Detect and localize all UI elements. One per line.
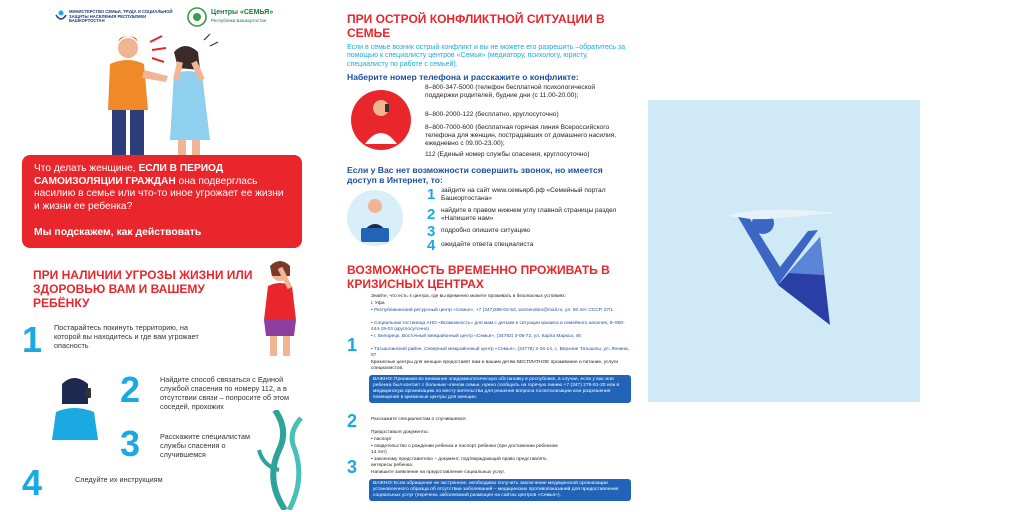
doc-1: • паспорт xyxy=(371,437,392,442)
internet-step-3-number: 3 xyxy=(427,223,436,240)
family-logo-title: Центры «СЕМЬЯ» xyxy=(211,9,274,16)
step-3-number: 3 xyxy=(120,423,141,464)
crisis-step-2-number: 2 xyxy=(347,411,358,431)
ministry-logo-text: МИНИСТЕРСТВО СЕМЬИ, ТРУДА И СОЦИАЛЬНОЙ ЗАЩИТЫ НАСЕЛЕНИЯ РЕСПУБЛИКИ БАШКОРТОСТАН xyxy=(69,9,173,24)
phone-3: 8–800-7000-600 (бесплатная горячая линия Всероссийского телефона для женщин, пострадавших от домашнего насилия, ежедневно с 09.00-23.00); xyxy=(425,124,617,147)
center-3: • г. Белорецк, Восточный межрайонный центр «Семья», (34792) 3-08-72, ул. Карла Маркса, 46 xyxy=(371,334,581,339)
step-1-number: 1 xyxy=(22,319,43,360)
internet-step-1-text: зайдите на сайт www.семьярб.рф «Семейный портал Башкортостана» xyxy=(441,187,606,202)
question-post: она подверглась насилию в семье или что-то иное угрожает ее жизни и жизни ее ребенка? xyxy=(34,175,284,212)
left-poster-panel xyxy=(0,0,320,512)
decorative-plant-illustration xyxy=(255,410,315,510)
question-bold: ЕСЛИ В ПЕРИОД САМОИЗОЛЯЦИИ ГРАЖДАН xyxy=(34,163,224,187)
docs-heading: Предоставьте документы: xyxy=(371,430,429,435)
center-4: • Татышлинский район, Северный межрайонный центр «Семья», (34778) 2-16-14, с. Верхние Татышлы, ул. Ленина, 87 xyxy=(371,347,630,358)
conflict-heading: ПРИ ОСТРОЙ КОНФЛИКТНОЙ СИТУАЦИИ В СЕМЬЕ xyxy=(347,12,605,40)
center-1: • Республиканский ресурсный центр «Семья», +7 (347)286-02-53, womendom@mail.ru, ул. 50 лет СССР, 27/1 xyxy=(371,308,614,313)
step-1-text: Постарайтесь покинуть территорию, на которой вы находитесь и где вам угрожает опасность xyxy=(54,323,199,350)
internet-step-2-text: найдите в правом нижнем углу главной страницы раздел «Напишите нам» xyxy=(441,207,617,222)
centers-note: Кризисные центры для женщин предоставят вам и вашим детям БЕСПЛАТНОЕ проживание и питание, услуги специалистов. xyxy=(371,360,619,371)
arguing-couple-illustration xyxy=(70,30,250,160)
family-centers-logo-icon xyxy=(187,7,207,27)
logo-panel xyxy=(648,100,920,402)
conflict-intro: Если в семье возник острый конфликт и вы не можете его разрешить –обратитесь за помощью к специалисту центров «Семья» (медиатору, психологу, юристу, специалисту по работе с семьей). xyxy=(347,44,626,68)
crisis-city: г. Уфа xyxy=(371,301,385,306)
answer-text: Мы подскажем, как действовать xyxy=(34,227,202,238)
question-text xyxy=(34,163,292,213)
phone-4: 112 (Единый номер службы спасения, круглосуточно) xyxy=(425,151,590,158)
internet-step-2-number: 2 xyxy=(427,206,436,223)
center-2: • Социальная гостиница АНО «Возможность» для мам с детьми в ситуации кризиса и семейного насилия, 8–800-444-19-04 (круглосуточно) xyxy=(371,321,625,332)
distressed-woman-illustration xyxy=(250,258,310,358)
threat-heading: ПРИ НАЛИЧИИ УГРОЗЫ ЖИЗНИ ИЛИ ЗДОРОВЬЮ ВАМ И ВАШЕМУ РЕБЁНКУ xyxy=(33,268,253,310)
step-4-number: 4 xyxy=(22,462,43,503)
crisis-step-1-number: 1 xyxy=(347,335,358,355)
crisis-step-2-text: Расскажите специалистам о случившемся xyxy=(371,417,466,422)
phone-heading: Наберите номер телефона и расскажите о конфликте: xyxy=(347,72,579,82)
crisis-step-3-text: Напишите заявление на предоставление социальных услуг. xyxy=(371,470,505,475)
crisis-heading: ВОЗМОЖНОСТЬ ВРЕМЕННО ПРОЖИВАТЬ В КРИЗИСНЫХ ЦЕНТРАХ xyxy=(347,263,610,291)
middle-poster-panel xyxy=(323,0,633,512)
internet-step-4-text: ожидайте ответа специалиста xyxy=(441,241,534,248)
laptop-user-illustration xyxy=(345,188,405,248)
question-red-box xyxy=(22,155,302,248)
woman-on-phone-illustration xyxy=(42,370,112,440)
warning-box-2: ВАЖНО! Если обращение не экстренное, необходимо получить заключение медицинской организации установленного образца об отсутствии заболеваний – медицинских противопоказаний для предоставления социальных услуг (перечень заболеваний размещен на сайтах центров «Семья»). xyxy=(369,479,631,501)
crisis-step-3-number: 3 xyxy=(347,457,358,477)
crisis-intro: Знайте, что есть 4 центра, где вы временно можете проживать в безопасных условиях: xyxy=(371,294,567,299)
step-2-text: Найдите способ связаться с Единой службой спасения по номеру 112, а в отсутствии связи – попросите об этом соседей, прохожих xyxy=(160,375,289,411)
doc-3: • законному представителю – документ, подтверждающий право представлять интересы ребенка. xyxy=(371,457,547,468)
internet-step-1-number: 1 xyxy=(427,186,436,203)
step-3-text: Расскажите специалистам службы спасения о случившемся xyxy=(160,432,250,459)
internet-step-4-number: 4 xyxy=(427,237,436,254)
caller-illustration xyxy=(345,84,417,156)
ministry-emblem-icon xyxy=(55,9,67,23)
doc-2: • свидетельство о рождении ребенка и паспорт ребенка (при достижении ребенком 14 лет) xyxy=(371,444,558,455)
phone-2: 8–800-2000-122 (бесплатно, круглосуточно) xyxy=(425,111,559,118)
step-4-text: Следуйте их инструкциям xyxy=(75,475,163,484)
internet-step-3-text: подробно опишите ситуацию xyxy=(441,227,530,234)
question-pre: Что делать женщине, xyxy=(34,163,139,174)
warning-box-1: ВАЖНО! Принимая во внимание эпидемиологическую обстановку в республике, в случае, если у вас или ребенка был контакт с больным членом семьи, нужно сообщить на горячую линию +7 (347) 279-91-20 или в медицинскую организацию по месту жительства для решения вопроса госпитализации или разрешения помещения в кризисные центры для женщин. xyxy=(369,375,631,403)
step-2-number: 2 xyxy=(120,369,141,410)
phone-1: 8–800-347-5000 (телефон бесплатной психологической поддержки родителей, будние дни (с 11.00-20.00); xyxy=(425,84,596,99)
caring-hand-logo-icon xyxy=(708,175,858,335)
family-logo-subtitle: Республики Башкортостан xyxy=(211,18,267,23)
internet-heading: Если у Вас нет возможности совершить звонок, но имеется доступ в Интернет, то: xyxy=(347,165,603,185)
